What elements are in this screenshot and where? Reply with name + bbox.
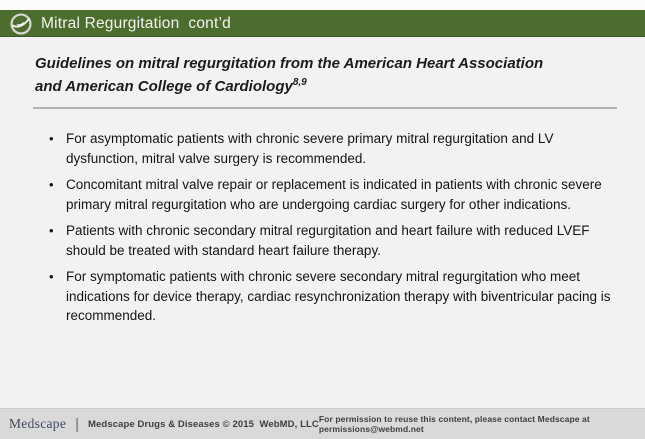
heading-line-2 [35,75,617,98]
bullet-list [47,129,615,326]
medscape-wordmark: Medscape [9,416,67,431]
top-strip [0,0,645,10]
footer-copyright-text: Medscape Drugs & Diseases © 2015 WebMD, LLC [88,418,319,430]
slide-title: Mitral Regurgitation cont’d [41,14,231,32]
bullet-item: • Patients with chronic secondary mitral regurgitation and heart failure with reduced LVEF should be treated with standard heart failure therapy. [47,221,615,260]
footer-permission-text: For permission to reuse this content, please contact Medscape at permissions@webmd.net [318,414,590,434]
heading-reference-superscript: 8,9 [292,77,307,88]
bullet-item: • Concomitant mitral valve repair or replacement is indicated in patients with chronic severe primary mitral regurgitation who are undergoing cardiac surgery for other indications. [47,175,615,214]
heading-divider-line [33,107,617,109]
slide-header-bar [0,10,645,37]
bullet-item: • For asymptomatic patients with chronic severe primary mitral regurgitation and LV dysfunction, mitral valve surgery is recommended. [47,129,615,168]
heading-line-2-text: and American College of Cardiology [35,78,293,95]
slide-heading [35,52,617,98]
medscape-globe-icon [10,13,32,35]
footer-separator: | [75,415,80,433]
bullet-item: • For symptomatic patients with chronic severe secondary mitral regurgitation who meet indications for device therapy, cardiac resynchronization therapy with biventricular pacing is recommended. [47,267,615,326]
footer-bar [0,408,645,439]
heading-line-1: Guidelines on mitral regurgitation from the American Heart Association [35,55,544,72]
slide-body [0,37,645,408]
